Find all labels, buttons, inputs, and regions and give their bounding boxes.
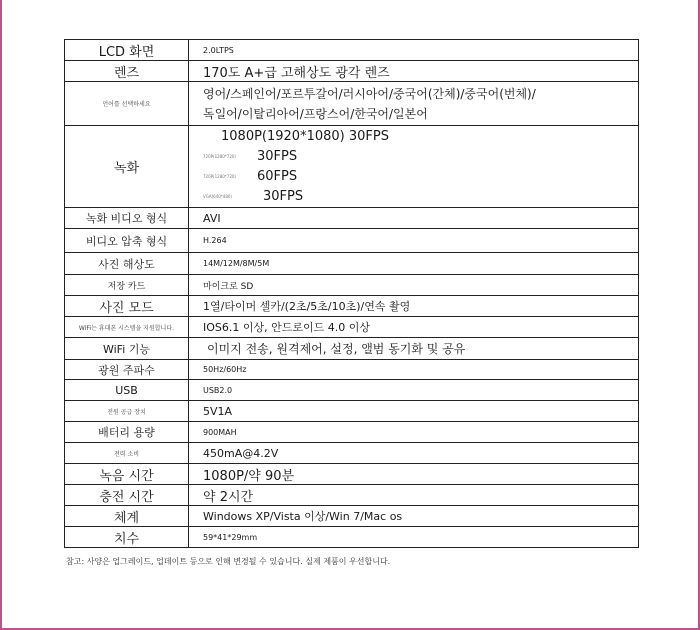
table-row <box>65 380 639 401</box>
table-row <box>65 360 639 380</box>
row-value: 마이크로 SD <box>189 275 639 296</box>
table-row <box>65 229 639 253</box>
row-value: 50Hz/60Hz <box>189 360 639 380</box>
recording-mode <box>203 127 638 147</box>
row-value: H.264 <box>189 229 639 253</box>
row-label: 전원 공급 장치 <box>65 401 189 422</box>
row-value: 59*41*29mm <box>189 527 639 548</box>
recording-mode <box>203 167 638 187</box>
row-label: 배터리 용량 <box>65 422 189 443</box>
row-label: 사진 모드 <box>65 296 189 317</box>
table-row <box>65 275 639 296</box>
table-row <box>65 338 639 360</box>
recording-modes <box>189 126 639 208</box>
row-value: 1080P/약 90분 <box>189 464 639 485</box>
row-label: WiFi 기능 <box>65 338 189 360</box>
language-line: 영어/스페인어/포르투갈어/러시아어/중국어(간체)/중국어(번체)/ <box>203 86 536 101</box>
row-label: 녹화 비디오 형식 <box>65 208 189 229</box>
row-label: 녹화 <box>65 126 189 208</box>
row-label: 렌즈 <box>65 61 189 82</box>
row-label: 체계 <box>65 506 189 527</box>
row-label: 광원 주파수 <box>65 360 189 380</box>
row-label: 언어를 선택하세요 <box>65 82 189 126</box>
table-row <box>65 485 639 506</box>
row-value <box>189 82 639 126</box>
table-row <box>65 401 639 422</box>
row-label: 비디오 압축 형식 <box>65 229 189 253</box>
row-value: 약 2시간 <box>189 485 639 506</box>
table-row <box>65 61 639 82</box>
row-value: USB2.0 <box>189 380 639 401</box>
row-value: AVI <box>189 208 639 229</box>
table-row <box>65 208 639 229</box>
row-value: 이미지 전송, 원격제어, 설정, 앨범 동기화 및 공유 <box>189 338 639 360</box>
table-row <box>65 527 639 548</box>
row-value: 900MAH <box>189 422 639 443</box>
row-label: USB <box>65 380 189 401</box>
recording-fps: 30FPS <box>263 189 304 204</box>
table-row <box>65 126 639 208</box>
spec-table <box>64 39 639 548</box>
table-row <box>65 443 639 464</box>
row-label: 사진 해상도 <box>65 253 189 275</box>
row-label: LCD 화면 <box>65 40 189 61</box>
table-row <box>65 317 639 338</box>
recording-mode <box>203 187 638 207</box>
recording-mode <box>203 147 638 167</box>
row-value: 14M/12M/8M/5M <box>189 253 639 275</box>
recording-fps: 30FPS <box>257 149 298 164</box>
table-row <box>65 296 639 317</box>
recording-fps: 60FPS <box>257 169 298 184</box>
row-value: 2.0LTPS <box>189 40 639 61</box>
recording-res: 720P(1280*720) <box>203 174 236 179</box>
row-value: 1열/타이머 셀카/(2초/5초/10초)/연속 촬영 <box>189 296 639 317</box>
row-label: 전력 소비 <box>65 443 189 464</box>
table-row <box>65 506 639 527</box>
row-value: 5V1A <box>189 401 639 422</box>
row-label: 녹음 시간 <box>65 464 189 485</box>
row-value: 450mA@4.2V <box>189 443 639 464</box>
row-label: 저장 카드 <box>65 275 189 296</box>
table-row <box>65 40 639 61</box>
recording-res: 720P(1280*720) <box>203 154 236 159</box>
language-line: 독일어/이탈리아어/프랑스어/한국어/일본어 <box>203 106 428 121</box>
row-value: IOS6.1 이상, 안드로이드 4.0 이상 <box>189 317 639 338</box>
table-row <box>65 422 639 443</box>
page-border-left <box>0 0 2 630</box>
row-label: WiFi는 휴대폰 시스템을 지원합니다. <box>65 317 189 338</box>
recording-fps: 1080P(1920*1080) 30FPS <box>221 129 389 144</box>
row-label: 충전 시간 <box>65 485 189 506</box>
table-row <box>65 253 639 275</box>
row-label: 치수 <box>65 527 189 548</box>
row-value: Windows XP/Vista 이상/Win 7/Mac os <box>189 506 639 527</box>
row-value: 170도 A+급 고해상도 광각 렌즈 <box>189 61 639 82</box>
table-row <box>65 82 639 126</box>
footnote: 참고: 사양은 업그레이드, 업데이트 등으로 인해 변경될 수 있습니다. 실제 제품이 우선합니다. <box>66 557 391 566</box>
recording-res: VGA(640*480) <box>203 194 232 199</box>
table-row <box>65 464 639 485</box>
